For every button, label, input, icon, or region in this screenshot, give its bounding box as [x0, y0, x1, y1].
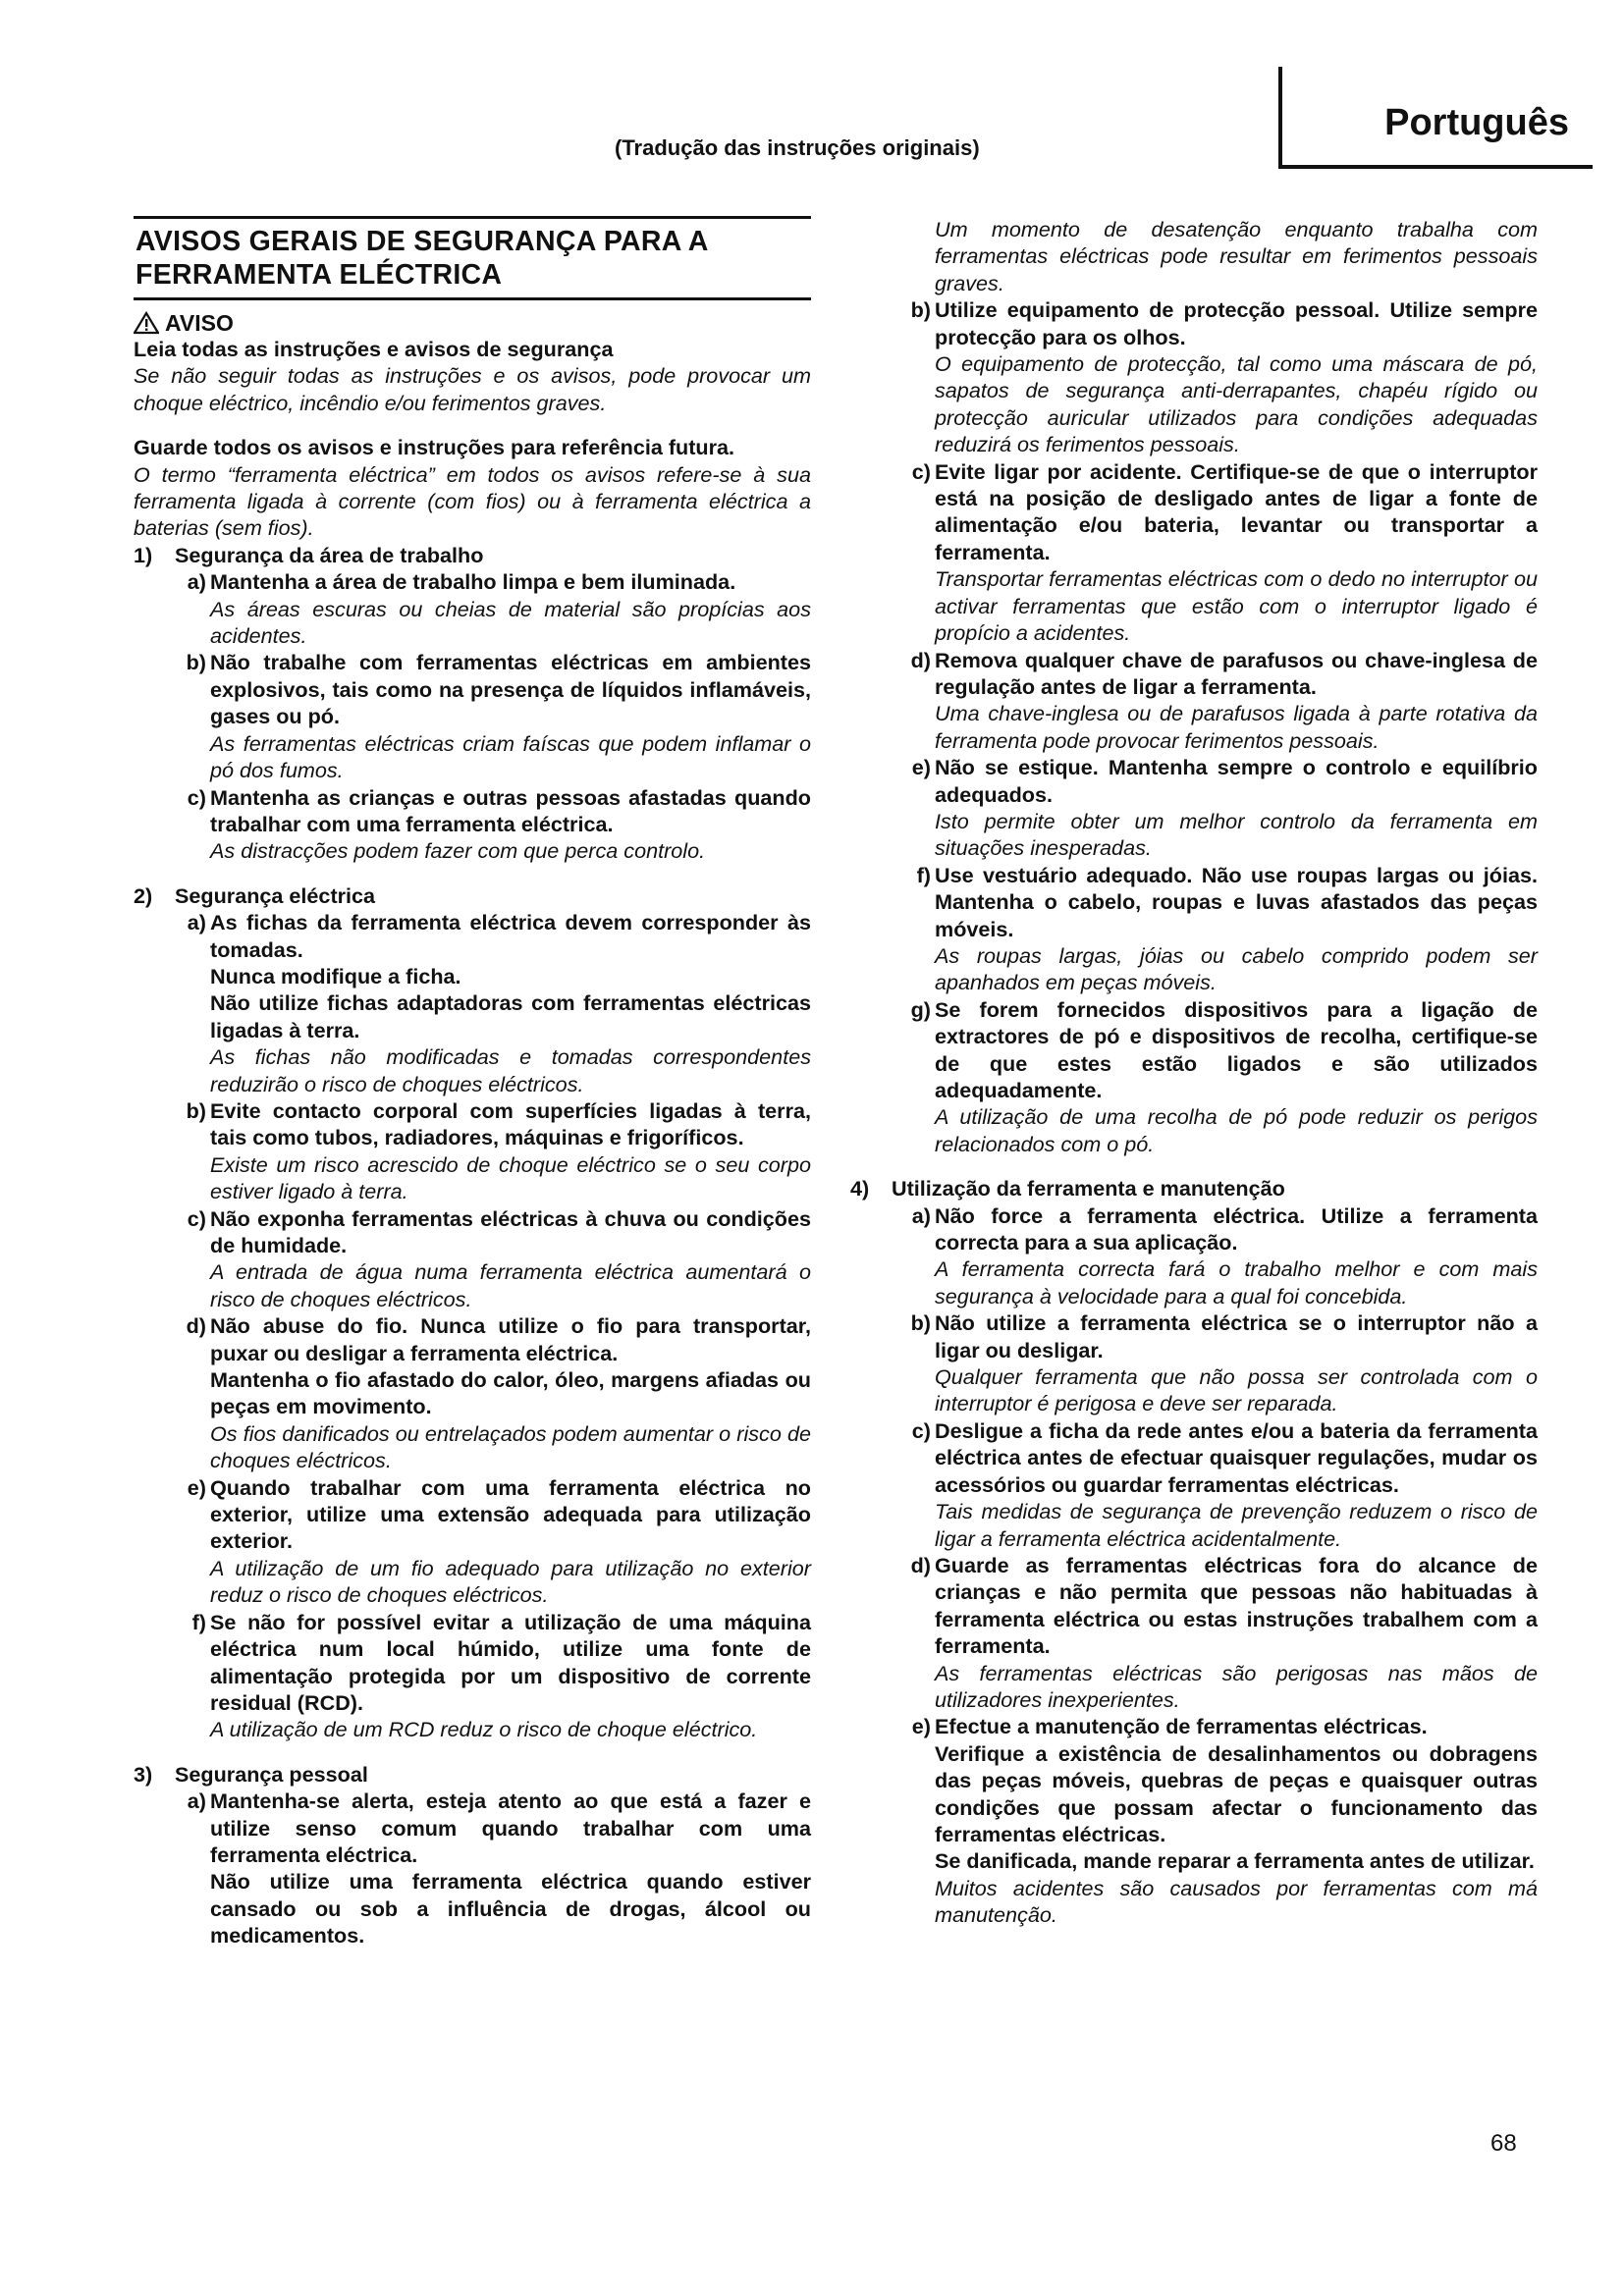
list-item: a) Não force a ferramenta eléctrica. Utilize a ferramenta correcta para a sua aplicação. A ferramenta correcta fará o trabalho melhor e com mais segurança à velocidade para a qual foi concebida.	[911, 1202, 1538, 1308]
list-item: a) Mantenha a área de trabalho limpa e bem iluminada. As áreas escuras ou cheias de material são propícias aos acidentes.	[187, 569, 811, 649]
list-item: c) Evite ligar por acidente. Certifique-se de que o interruptor está na posição de desligado antes de ligar a fonte de alimentação e/ou bateria, levantar ou transportar a ferramenta. Transportar ferramentas eléctricas com o dedo no interruptor ou activar ferramentas que estão com o interruptor ligado é propício a acidentes.	[911, 458, 1538, 646]
list-item: c) Mantenha as crianças e outras pessoas afastadas quando trabalhar com uma ferramenta eléctrica. As distracções podem fazer com que perca controlo.	[187, 784, 811, 864]
list-item: g) Se forem fornecidos dispositivos para a ligação de extractores de pó e dispositivos de recolha, certifique-se de que estes estão ligados e são utilizados adequadamente. A utilização de uma recolha de pó pode reduzir os perigos relacionados com o pó.	[910, 996, 1538, 1156]
read-all-description: Se não seguir todas as instruções e os avisos, pode provocar um choque eléctrico, incêndio e/ou ferimentos graves.	[134, 363, 811, 415]
list-item: b) Não utilize a ferramenta eléctrica se o interruptor não a ligar ou desligar. Qualquer ferramenta que não possa ser controlada com o interruptor é perigosa e deve ser reparada.	[910, 1310, 1538, 1416]
list-item: d) Remova qualquer chave de parafusos ou chave-inglesa de regulação antes de ligar a ferramenta. Uma chave-inglesa ou de parafusos ligada à parte rotativa da ferramenta pode provocar ferimentos pessoais.	[910, 647, 1538, 753]
page-number: 68	[1490, 2130, 1517, 2157]
section-2-title: 2) Segurança eléctrica	[134, 882, 376, 908]
list-item: b) Evite contacto corporal com superfícies ligadas à terra, tais como tubos, radiadores, máquinas e frigoríficos. Existe um risco acrescido de choque eléctrico se o seu corpo estiver ligado à terra.	[186, 1097, 811, 1204]
section-3-title: 3) Segurança pessoal	[134, 1761, 368, 1787]
language-tab	[1278, 67, 1593, 169]
list-item: d) Guarde as ferramentas eléctricas fora do alcance de crianças e não permita que pessoas não habituadas à ferramenta eléctrica ou estas instruções trabalhem com a ferramenta. As ferramentas eléctricas são perigosas nas mãos de utilizadores inexperientes.	[910, 1552, 1538, 1712]
right-column	[850, 216, 1538, 1929]
heading-line-1: AVISOS GERAIS DE SEGURANÇA PARA A	[135, 226, 709, 257]
section-4-title: 4) Utilização da ferramenta e manutenção	[850, 1176, 1285, 1201]
read-all-instructions: Leia todas as instruções e avisos de segurança	[134, 337, 614, 361]
list-item: b) Não trabalhe com ferramentas eléctricas em ambientes explosivos, tais como na presença de líquidos inflamáveis, gases ou pó. As ferramentas eléctricas criam faíscas que podem inflamar o pó dos fumos.	[186, 650, 811, 783]
section-1-title: 1) Segurança da área de trabalho	[134, 542, 484, 567]
language-label: Português	[1384, 102, 1569, 143]
list-item: e) Não se estique. Mantenha sempre o controlo e equilíbrio adequados. Isto permite obter um melhor controlo da ferramenta em situações inesperadas.	[911, 755, 1538, 861]
list-item: c) Não exponha ferramentas eléctricas à chuva ou condições de humidade. A entrada de água numa ferramenta eléctrica aumentará o risco de choques eléctricos.	[187, 1205, 811, 1311]
list-item: a) As fichas da ferramenta eléctrica devem corresponder às tomadas. Nunca modifique a ficha. Não utilize fichas adaptadoras com ferramentas eléctricas ligadas à terra. As fichas não modificadas e tomadas correspondentes reduzirão o risco de choques eléctricos.	[187, 910, 811, 1096]
warning-triangle-icon	[134, 311, 159, 335]
section-heading	[134, 216, 811, 300]
list-item: f) Use vestuário adequado. Não use roupas largas ou jóias. Mantenha o cabelo, roupas e luvas afastados das peças móveis. As roupas largas, jóias ou cabelo comprido podem ser apanhados em peças móveis.	[916, 862, 1538, 995]
list-item: e) Efectue a manutenção de ferramentas eléctricas. Verifique a existência de desalinhamentos ou dobragens das peças móveis, quebras de peças e quaisquer outras condições que possam afectar o funcionamento das ferramentas eléctricas. Se danificada, mande reparar a ferramenta antes de utilizar. Muitos acidentes são causados por ferramentas com má manutenção.	[911, 1714, 1538, 1928]
list-item: a) Mantenha-se alerta, esteja atento ao que está a fazer e utilize senso comum quando trabalhar com uma ferramenta eléctrica. Não utilize uma ferramenta eléctrica quando estiver cansado ou sob a influência de drogas, álcool ou medicamentos.	[187, 1789, 811, 1949]
list-item: d) Não abuse do fio. Nunca utilize o fio para transportar, puxar ou desligar a ferramenta eléctrica. Mantenha o fio afastado do calor, óleo, margens afiadas ou peças em movimento. Os fios danificados ou entrelaçados podem aumentar o risco de choques eléctricos.	[186, 1313, 811, 1473]
continued-text: Um momento de desatenção enquanto trabalha com ferramentas eléctricas pode resultar em ferimentos pessoais graves.	[935, 217, 1538, 295]
save-instructions: Guarde todos os avisos e instruções para referência futura.	[134, 435, 735, 460]
list-item: e) Quando trabalhar com uma ferramenta eléctrica no exterior, utilize uma extensão adequada para utilização exterior. A utilização de um fio adequado para utilização no exterior reduz o risco de choques eléctricos.	[187, 1474, 811, 1608]
page-subtitle: (Tradução das instruções originais)	[615, 135, 980, 160]
warning-label: AVISO	[165, 310, 234, 336]
list-item: c) Desligue a ficha da rede antes e/ou a bateria da ferramenta eléctrica antes de efectuar quaisquer regulações, mudar os acessórios ou guardar ferramentas eléctricas. Tais medidas de segurança de prevenção reduzem o risco de ligar a ferramenta eléctrica acidentalmente.	[911, 1417, 1538, 1551]
list-item: f) Se não for possível evitar a utilização de uma máquina eléctrica num local húmido, utilize uma fonte de alimentação protegida por um dispositivo de corrente residual (RCD). A utilização de um RCD reduz o risco de choque eléctrico.	[191, 1609, 811, 1742]
list-item: b) Utilize equipamento de protecção pessoal. Utilize sempre protecção para os olhos. O equipamento de protecção, tal como uma máscara de pó, sapatos de segurança anti-derrapantes, chapéu rígido ou protecção auricular utilizados para condições adequadas reduzirá os ferimentos pessoais.	[910, 297, 1538, 457]
term-definition: O termo “ferramenta eléctrica” em todos os avisos refere-se à sua ferramenta ligada à corrente (com fios) ou à ferramenta eléctrica a baterias (sem fios).	[134, 461, 811, 541]
heading-line-2: FERRAMENTA ELÉCTRICA	[135, 259, 503, 291]
warning-row	[134, 310, 811, 336]
left-column	[134, 216, 811, 1949]
